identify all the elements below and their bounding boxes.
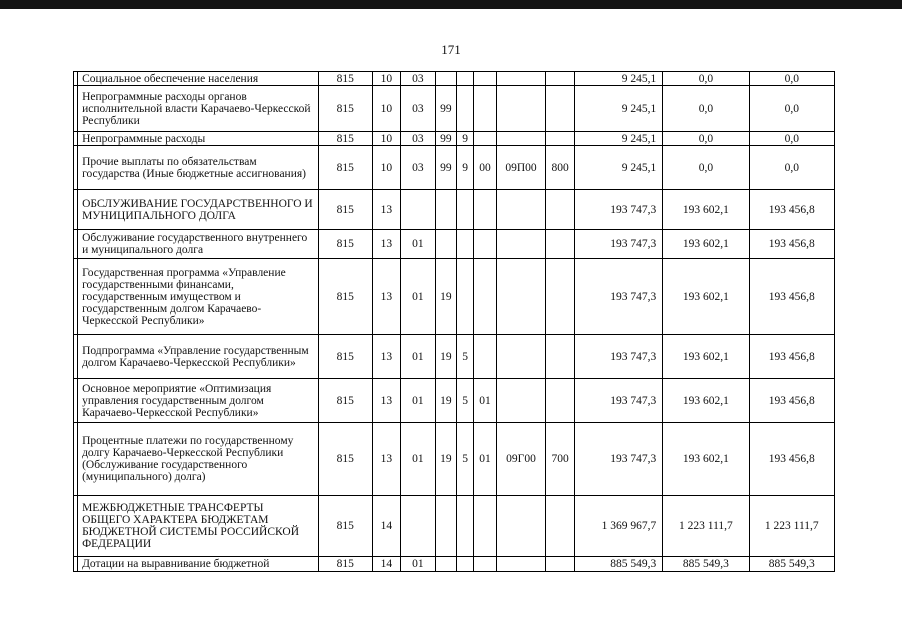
cell-event (474, 132, 496, 146)
cell-pr: 01 (401, 259, 436, 335)
cell-program: 99 (435, 86, 456, 132)
cell-value-3: 193 456,8 (749, 259, 834, 335)
cell-name: Процентные платежи по государственному долгу Карачаево-Черкесской Республики (Обслуживание государственного (муниципального) долга) (78, 423, 319, 496)
cell-pr: 03 (401, 72, 436, 86)
table-row (74, 496, 835, 557)
cell-name: Обслуживание государственного внутреннего и муниципального долга (78, 230, 319, 259)
scan-top-edge (0, 0, 902, 9)
cell-value-2: 193 602,1 (663, 335, 749, 379)
cell-subprogram: 9 (457, 146, 474, 190)
cell-subprogram (457, 230, 474, 259)
table-row (74, 146, 835, 190)
cell-rz: 13 (372, 190, 400, 230)
cell-rz: 14 (372, 557, 400, 572)
cell-ved: 815 (318, 190, 372, 230)
budget-table (73, 71, 835, 572)
cell-value-1: 193 747,3 (574, 230, 662, 259)
cell-value-2: 193 602,1 (663, 230, 749, 259)
cell-value-3: 193 456,8 (749, 423, 834, 496)
cell-name: Непрограммные расходы органов исполнительной власти Карачаево-Черкесской Республики (78, 86, 319, 132)
cell-direction: 09Г00 (496, 423, 546, 496)
cell-subprogram: 5 (457, 379, 474, 423)
cell-vr (546, 557, 574, 572)
cell-ved: 815 (318, 72, 372, 86)
cell-name: МЕЖБЮДЖЕТНЫЕ ТРАНСФЕРТЫ ОБЩЕГО ХАРАКТЕРА БЮДЖЕТАМ БЮДЖЕТНОЙ СИСТЕМЫ РОССИЙСКОЙ ФЕДЕРАЦИИ (78, 496, 319, 557)
cell-value-1: 9 245,1 (574, 72, 662, 86)
cell-value-2: 885 549,3 (663, 557, 749, 572)
cell-value-2: 1 223 111,7 (663, 496, 749, 557)
cell-value-3: 0,0 (749, 132, 834, 146)
cell-vr (546, 259, 574, 335)
cell-ved: 815 (318, 496, 372, 557)
cell-ved: 815 (318, 230, 372, 259)
cell-program (435, 72, 456, 86)
cell-value-2: 0,0 (663, 146, 749, 190)
cell-pr (401, 190, 436, 230)
cell-pr: 03 (401, 132, 436, 146)
cell-name: ОБСЛУЖИВАНИЕ ГОСУДАРСТВЕННОГО И МУНИЦИПАЛЬНОГО ДОЛГА (78, 190, 319, 230)
cell-subprogram (457, 86, 474, 132)
cell-ved: 815 (318, 86, 372, 132)
cell-program: 19 (435, 423, 456, 496)
cell-subprogram (457, 259, 474, 335)
cell-value-3: 1 223 111,7 (749, 496, 834, 557)
cell-subprogram (457, 496, 474, 557)
cell-vr (546, 190, 574, 230)
cell-value-2: 0,0 (663, 132, 749, 146)
cell-rz: 13 (372, 423, 400, 496)
cell-subprogram: 5 (457, 335, 474, 379)
cell-event: 01 (474, 423, 496, 496)
cell-value-1: 193 747,3 (574, 423, 662, 496)
cell-direction (496, 190, 546, 230)
cell-event (474, 259, 496, 335)
cell-ved: 815 (318, 379, 372, 423)
cell-subprogram (457, 557, 474, 572)
cell-program (435, 230, 456, 259)
cell-ved: 815 (318, 423, 372, 496)
cell-program: 19 (435, 335, 456, 379)
cell-event: 00 (474, 146, 496, 190)
cell-direction: 09П00 (496, 146, 546, 190)
cell-direction (496, 72, 546, 86)
cell-ved: 815 (318, 132, 372, 146)
cell-value-1: 9 245,1 (574, 146, 662, 190)
cell-pr: 01 (401, 557, 436, 572)
cell-rz: 14 (372, 496, 400, 557)
cell-vr (546, 132, 574, 146)
cell-program (435, 190, 456, 230)
cell-value-3: 193 456,8 (749, 190, 834, 230)
cell-direction (496, 86, 546, 132)
cell-event (474, 335, 496, 379)
cell-vr: 800 (546, 146, 574, 190)
cell-value-1: 193 747,3 (574, 335, 662, 379)
cell-subprogram (457, 72, 474, 86)
cell-direction (496, 230, 546, 259)
cell-value-3: 885 549,3 (749, 557, 834, 572)
page-number: 171 (441, 42, 461, 57)
cell-pr: 01 (401, 230, 436, 259)
cell-pr: 03 (401, 86, 436, 132)
cell-program: 99 (435, 132, 456, 146)
cell-pr: 01 (401, 335, 436, 379)
cell-direction (496, 379, 546, 423)
cell-ved: 815 (318, 557, 372, 572)
cell-value-2: 193 602,1 (663, 423, 749, 496)
table-row (74, 557, 835, 572)
cell-value-3: 0,0 (749, 86, 834, 132)
cell-direction (496, 259, 546, 335)
cell-value-3: 193 456,8 (749, 230, 834, 259)
cell-value-2: 0,0 (663, 72, 749, 86)
cell-pr (401, 496, 436, 557)
cell-program: 19 (435, 379, 456, 423)
cell-event (474, 86, 496, 132)
cell-vr (546, 230, 574, 259)
table-row (74, 379, 835, 423)
cell-name: Государственная программа «Управление государственными финансами, государственным имуществом и государственным долгом Карачаево-Черкесской Республики» (78, 259, 319, 335)
cell-rz: 13 (372, 259, 400, 335)
cell-vr: 700 (546, 423, 574, 496)
cell-value-2: 0,0 (663, 86, 749, 132)
cell-rz: 10 (372, 72, 400, 86)
cell-value-2: 193 602,1 (663, 259, 749, 335)
cell-value-1: 193 747,3 (574, 259, 662, 335)
cell-vr (546, 379, 574, 423)
cell-program (435, 557, 456, 572)
cell-program (435, 496, 456, 557)
cell-value-1: 193 747,3 (574, 190, 662, 230)
cell-value-2: 193 602,1 (663, 379, 749, 423)
cell-value-1: 885 549,3 (574, 557, 662, 572)
cell-pr: 01 (401, 423, 436, 496)
cell-rz: 10 (372, 132, 400, 146)
cell-vr (546, 496, 574, 557)
cell-value-3: 0,0 (749, 72, 834, 86)
cell-rz: 13 (372, 335, 400, 379)
cell-rz: 13 (372, 379, 400, 423)
cell-name: Дотации на выравнивание бюджетной (78, 557, 319, 572)
cell-program: 99 (435, 146, 456, 190)
cell-value-3: 193 456,8 (749, 335, 834, 379)
table-row (74, 86, 835, 132)
cell-event (474, 557, 496, 572)
cell-rz: 13 (372, 230, 400, 259)
cell-event: 01 (474, 379, 496, 423)
cell-vr (546, 335, 574, 379)
cell-subprogram: 5 (457, 423, 474, 496)
cell-value-1: 193 747,3 (574, 379, 662, 423)
cell-pr: 03 (401, 146, 436, 190)
cell-direction (496, 335, 546, 379)
cell-value-1: 1 369 967,7 (574, 496, 662, 557)
cell-ved: 815 (318, 146, 372, 190)
cell-value-1: 9 245,1 (574, 132, 662, 146)
cell-name: Основное мероприятие «Оптимизация управления государственным долгом Карачаево-Черкесской Республики» (78, 379, 319, 423)
cell-direction (496, 132, 546, 146)
cell-value-3: 193 456,8 (749, 379, 834, 423)
cell-ved: 815 (318, 335, 372, 379)
table-row (74, 230, 835, 259)
table-row (74, 132, 835, 146)
cell-rz: 10 (372, 146, 400, 190)
cell-name: Подпрограмма «Управление государственным долгом Карачаево-Черкесской Республики» (78, 335, 319, 379)
cell-subprogram: 9 (457, 132, 474, 146)
cell-rz: 10 (372, 86, 400, 132)
table-body (74, 72, 835, 572)
cell-event (474, 72, 496, 86)
cell-value-3: 0,0 (749, 146, 834, 190)
table-row (74, 335, 835, 379)
cell-pr: 01 (401, 379, 436, 423)
table-row (74, 190, 835, 230)
cell-event (474, 230, 496, 259)
cell-event (474, 496, 496, 557)
table-row (74, 259, 835, 335)
cell-direction (496, 557, 546, 572)
cell-vr (546, 86, 574, 132)
table-row (74, 72, 835, 86)
cell-subprogram (457, 190, 474, 230)
cell-program: 19 (435, 259, 456, 335)
cell-name: Непрограммные расходы (78, 132, 319, 146)
cell-value-2: 193 602,1 (663, 190, 749, 230)
cell-name: Прочие выплаты по обязательствам государства (Иные бюджетные ассигнования) (78, 146, 319, 190)
cell-direction (496, 496, 546, 557)
cell-name: Социальное обеспечение населения (78, 72, 319, 86)
cell-value-1: 9 245,1 (574, 86, 662, 132)
table-row (74, 423, 835, 496)
cell-event (474, 190, 496, 230)
cell-ved: 815 (318, 259, 372, 335)
cell-vr (546, 72, 574, 86)
